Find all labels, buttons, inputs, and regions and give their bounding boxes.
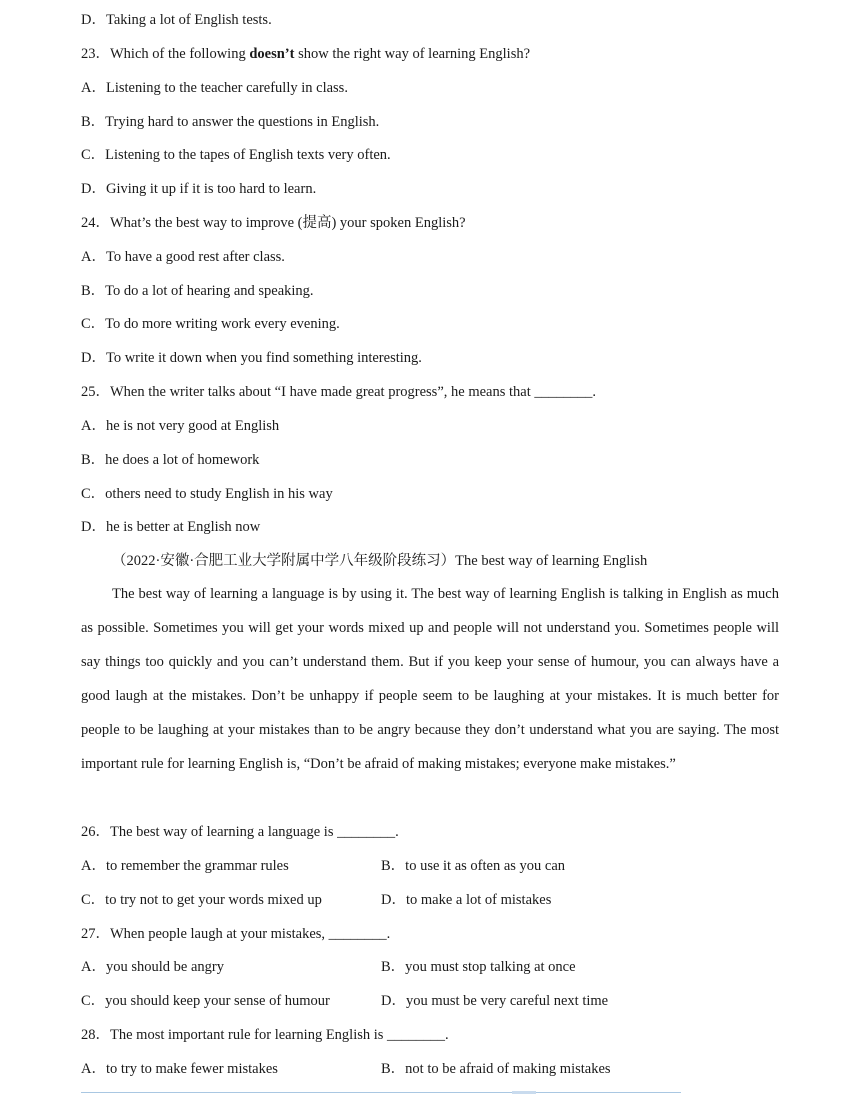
q24-option-c: C．To do more writing work every evening.: [81, 316, 340, 332]
q26-stem: 26．The best way of learning a language is ________.: [81, 824, 399, 840]
q25-stem: 25．When the writer talks about “I have made great progress”, he means that ________.: [81, 384, 596, 400]
q23-stem-post: show the right way of learning English?: [294, 46, 531, 62]
q27-options-row2: [81, 991, 779, 1011]
q28-stem: 28．The most important rule for learning English is ________.: [81, 1027, 449, 1043]
q24-option-b: B．To do a lot of hearing and speaking.: [81, 283, 314, 299]
q25-option-b: B．he does a lot of homework: [81, 452, 260, 468]
q28-option-b: B．not to be afraid of making mistakes: [381, 1061, 611, 1077]
q26-options-row1: [81, 856, 779, 876]
passage-source: （2022·安徽·合肥工业大学附属中学八年级阶段练习）The best way of learning English: [112, 553, 648, 569]
q23-option-b: B．Trying hard to answer the questions in English.: [81, 114, 380, 130]
q23-option-d: D．Giving it up if it is too hard to learn.: [81, 181, 317, 197]
q27-options-row1: [81, 957, 779, 977]
q26-option-b: B．to use it as often as you can: [381, 858, 566, 874]
footer-divider: [81, 1092, 681, 1093]
q25-option-d: D．he is better at English now: [81, 519, 261, 535]
q23-stem: [81, 44, 530, 64]
q26-option-d: D．to make a lot of mistakes: [381, 892, 552, 908]
q26-option-a: A．to remember the grammar rules: [81, 858, 289, 874]
q27-option-b: B．you must stop talking at once: [381, 959, 576, 975]
q27-stem: 27．When people laugh at your mistakes, ________.: [81, 926, 391, 942]
passage-text: The best way of learning a language is by using it. The best way of learning English is talking in English as much as possible. Sometimes you will get your words mixed up and people will not understand you. Sometimes people will say things too quickly and you can’t understand them. But if you keep your sense of humour, you can always have a good laugh at the mistakes. Don’t be unhappy if people seem to be laughing at your mistakes. It is much better for people to be laughing at your mistakes than to be angry because they don’t understand what you are saying. The most important rule for learning English is, “Don’t be afraid of making mistakes; everyone make mistakes.”: [81, 586, 779, 772]
q23-stem-bold: doesn’t: [249, 46, 295, 62]
q24-option-d: D．To write it down when you find something interesting.: [81, 350, 422, 366]
q25-option-a: A．he is not very good at English: [81, 418, 280, 434]
q24-option-a: A．To have a good rest after class.: [81, 249, 285, 265]
q27-option-c: C．you should keep your sense of humour: [81, 993, 330, 1009]
q27-option-a: A．you should be angry: [81, 959, 224, 975]
q26-options-row2: [81, 890, 779, 910]
q27-option-d: D．you must be very careful next time: [381, 993, 609, 1009]
q28-option-a: A．to try to make fewer mistakes: [81, 1061, 278, 1077]
footer-mark: [512, 1091, 536, 1094]
q28-options-row1: [81, 1059, 779, 1079]
q23-stem-pre: 23．Which of the following: [81, 46, 250, 62]
q23-option-a: A．Listening to the teacher carefully in class.: [81, 80, 348, 96]
q22-option-d: D．Taking a lot of English tests.: [81, 12, 272, 28]
q25-option-c: C．others need to study English in his way: [81, 486, 333, 502]
q24-stem: 24．What’s the best way to improve (提高) your spoken English?: [81, 215, 466, 231]
q23-option-c: C．Listening to the tapes of English texts very often.: [81, 147, 391, 163]
q26-option-c: C．to try not to get your words mixed up: [81, 892, 322, 908]
